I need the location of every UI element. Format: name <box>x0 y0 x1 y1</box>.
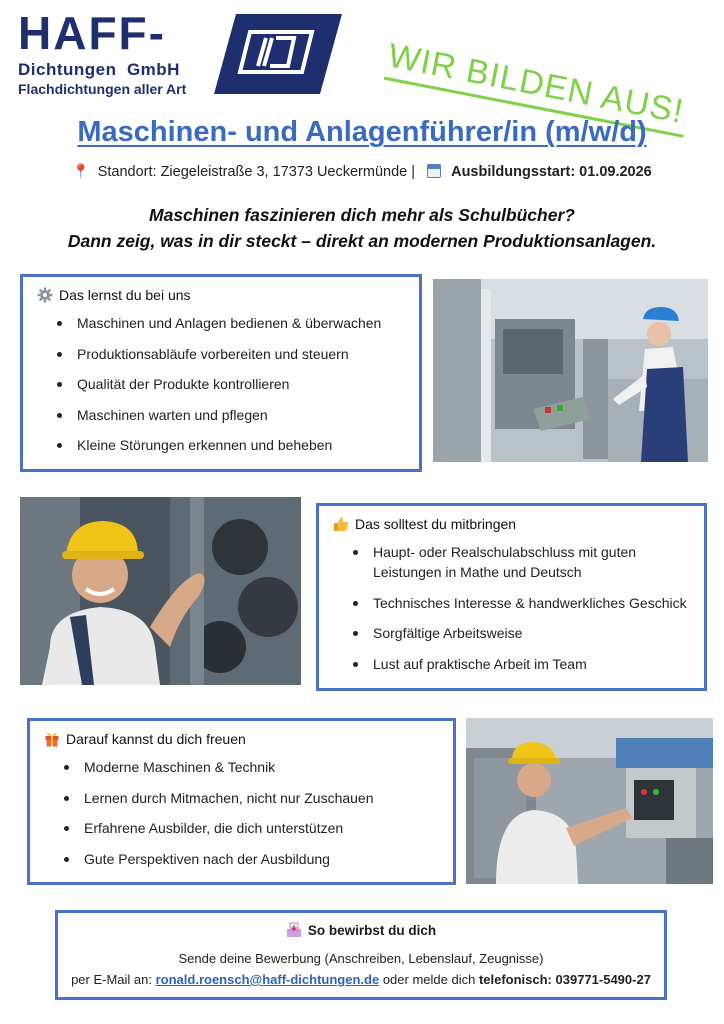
benefits-list <box>44 757 439 869</box>
email-link[interactable]: ronald.roensch@haff-dichtungen.de <box>155 972 380 987</box>
list-item: Haupt- oder Realschulabschluss mit guten Leistungen in Mathe und Deutsch <box>333 542 690 582</box>
calendar-icon <box>427 164 441 178</box>
gear-icon <box>37 287 53 303</box>
list-item: Lust auf praktische Arbeit im Team <box>333 654 690 674</box>
benefits-heading-text: Darauf kannst du dich freuen <box>66 731 246 747</box>
list-item: Maschinen warten und pflegen <box>37 405 405 425</box>
company-logo-mark <box>214 14 342 94</box>
learn-heading <box>37 287 405 303</box>
apply-line2 <box>68 969 654 990</box>
list-item: Qualität der Produkte kontrollieren <box>37 374 405 394</box>
apply-heading-text: So bewirbst du dich <box>307 922 437 938</box>
email-prefix: per E-Mail an: <box>71 972 152 987</box>
inbox-tray-icon <box>286 922 302 938</box>
phone-prefix: oder melde dich <box>382 972 476 987</box>
logo-brand: HAFF- <box>18 7 166 59</box>
photo-operator-woman <box>433 279 708 462</box>
logo-company-name: Dichtungen GmbH <box>18 60 180 79</box>
list-item: Produktionsabläufe vorbereiten und steuern <box>37 344 405 364</box>
photo-worker-yellow-helmet <box>20 497 301 685</box>
requirements-list <box>333 542 690 674</box>
apply-line1: Sende deine Bewerbung (Anschreiben, Lebenslauf, Zeugnisse) <box>178 951 544 966</box>
requirements-box <box>316 503 707 691</box>
learn-box <box>20 274 422 472</box>
apply-box <box>55 910 667 1000</box>
list-item: Kleine Störungen erkennen und beheben <box>37 435 405 455</box>
tagline-line1: Maschinen faszinieren dich mehr als Schulbücher? <box>149 205 575 225</box>
requirements-heading-text: Das solltest du mitbringen <box>355 516 517 532</box>
tagline <box>0 202 724 254</box>
learn-heading-text: Das lernst du bei uns <box>59 287 191 303</box>
tagline-line2: Dann zeig, was in dir steckt – direkt an modernen Produktionsanlagen. <box>67 231 657 251</box>
location-label: Standort: Ziegeleistraße 3, 17373 Ueckermünde <box>97 164 408 180</box>
apply-text <box>68 948 654 990</box>
list-item: Maschinen und Anlagen bedienen & überwachen <box>37 313 405 333</box>
job-title: Maschinen- und Anlagenführer/in (m/w/d) <box>77 116 647 148</box>
meta-separator: | <box>411 164 416 180</box>
phone-number: telefonisch: 039771-5490-27 <box>478 972 651 987</box>
apply-heading <box>68 922 654 938</box>
list-item: Sorgfältige Arbeitsweise <box>333 623 690 643</box>
benefits-box <box>27 718 456 885</box>
location-pin-icon: 📍 <box>72 163 90 179</box>
job-meta <box>0 163 724 180</box>
benefits-heading <box>44 731 439 747</box>
list-item: Technisches Interesse & handwerkliches Geschick <box>333 593 690 613</box>
list-item: Erfahrene Ausbilder, die dich unterstützen <box>44 818 439 838</box>
photo-operator-man <box>466 718 713 884</box>
banner-text: WIR BILDEN AUS! <box>384 36 687 132</box>
gift-icon <box>44 731 60 747</box>
logo-slogan: Flachdichtungen aller Art <box>18 81 187 97</box>
start-date-label: Ausbildungsstart: 01.09.2026 <box>451 164 652 180</box>
list-item: Moderne Maschinen & Technik <box>44 757 439 777</box>
thumbs-up-icon <box>333 516 349 532</box>
list-item: Lernen durch Mitmachen, nicht nur Zuschauen <box>44 788 439 808</box>
list-item: Gute Perspektiven nach der Ausbildung <box>44 849 439 869</box>
company-logo-text <box>18 7 187 97</box>
requirements-heading <box>333 516 690 532</box>
learn-list <box>37 313 405 455</box>
